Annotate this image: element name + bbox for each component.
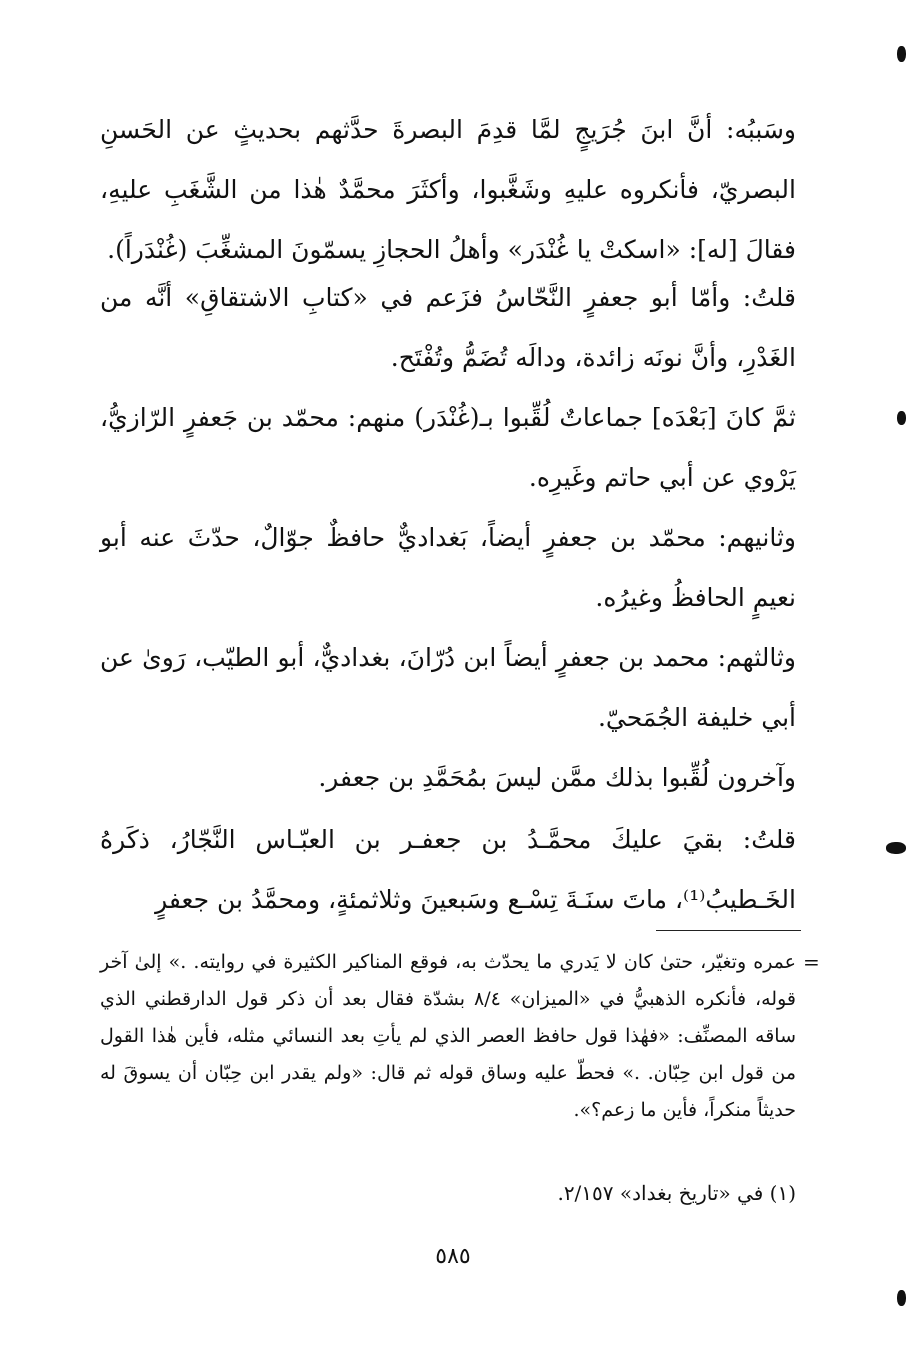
page-number: ٥٨٥ xyxy=(435,1244,471,1269)
paragraph-third-ghundar: وثالثهم: محمد بن جعفرٍ أيضاً ابن دُرّانَ، بغداديٌّ، أبو الطيّب، رَوىٰ عن أبي خليفة الجُمَحيّ. xyxy=(100,643,796,732)
paragraph-origin: وسَببُه: أنَّ ابنَ جُرَيجٍ لمَّا قدِمَ البصرةَ حدَّثهم بحديثٍ عن الحَسنِ البصريّ، فأنكروه عليهِ وشَغَّبوا، وأكثَرَ محمَّدٌ هٰذا من الشَّغَبِ عليهِ، فقالَ [له]: «اسكتْ يا غُنْدَر» وأهلُ الحجازِ يسمّونَ المشغِّبَ (غُنْدَراً). xyxy=(100,115,796,264)
footnote-continuation-marker: = xyxy=(803,950,820,974)
footnote-1: (١) في «تاريخ بغداد» ٢/١٥٧. xyxy=(557,1181,796,1205)
margin-mark xyxy=(886,842,906,854)
paragraph-nahhas: قلتُ: وأمّا أبو جعفرٍ النَّحّاسُ فزَعم في «كتابِ الاشتقاقِ» أنَّه من الغَدْرِ، وأنَّ نونَه زائدة، ودالَه تُضَمُّ وتُفْتَح. xyxy=(100,283,796,372)
paragraph-najjar: قلتُ: بقيَ عليكَ محمَّـدُ بن جعفـر بن العبّـاس النَّجّارُ، ذكَرهُ الخَـطيبُ⁽¹⁾، ماتَ سنَـةَ تِسْـع وسَبعينَ وثلاثمئةٍ، ومحمَّدُ بن جعفرٍ xyxy=(100,825,796,914)
paragraph-first-ghundar: ثمَّ كانَ [بَعْدَه] جماعاتٌ لُقِّبوا بـ(غُنْدَر) منهم: محمّد بن جَعفرٍ الرّازيُّ، يَرْوي عن أبي حاتم وغَيرِه. xyxy=(100,403,796,492)
footnote-divider xyxy=(656,930,801,931)
paragraph-others: وآخرون لُقِّبوا بذلك ممَّن ليسَ بمُحَمَّدِ بن جعفر. xyxy=(318,763,796,792)
margin-mark xyxy=(897,46,906,62)
margin-mark xyxy=(897,1290,906,1306)
paragraph-second-ghundar: وثانيهم: محمّد بن جعفرٍ أيضاً، بَغداديٌّ حافظٌ جوّالٌ، حدّثَ عنه أبو نعيمٍ الحافظُ وغيرُه. xyxy=(100,523,796,612)
margin-mark xyxy=(897,411,906,425)
footnote-continuation: عمره وتغيّر، حتىٰ كان لا يَدري ما يحدّث به، فوقع المناكير الكثيرة في روايته. .» إلىٰ آخر قوله، فأنكره الذهبيُّ في «الميزان» ٨/٤ بشدّة فقال بعد أن ذكر قول الدارقطني الذي ساقه المصنِّف: «فهٰذا قول حافظ العصر الذي لم يأتِ بعد النسائي مثله، فأين هٰذا القول من قول ابن حِبّان. .» فحطّ عليه وساق قوله ثم قال: «ولم يقدر ابن حِبّان أن يسوقَ له حديثاً منكراً، فأين ما زعم؟». xyxy=(100,951,796,1121)
